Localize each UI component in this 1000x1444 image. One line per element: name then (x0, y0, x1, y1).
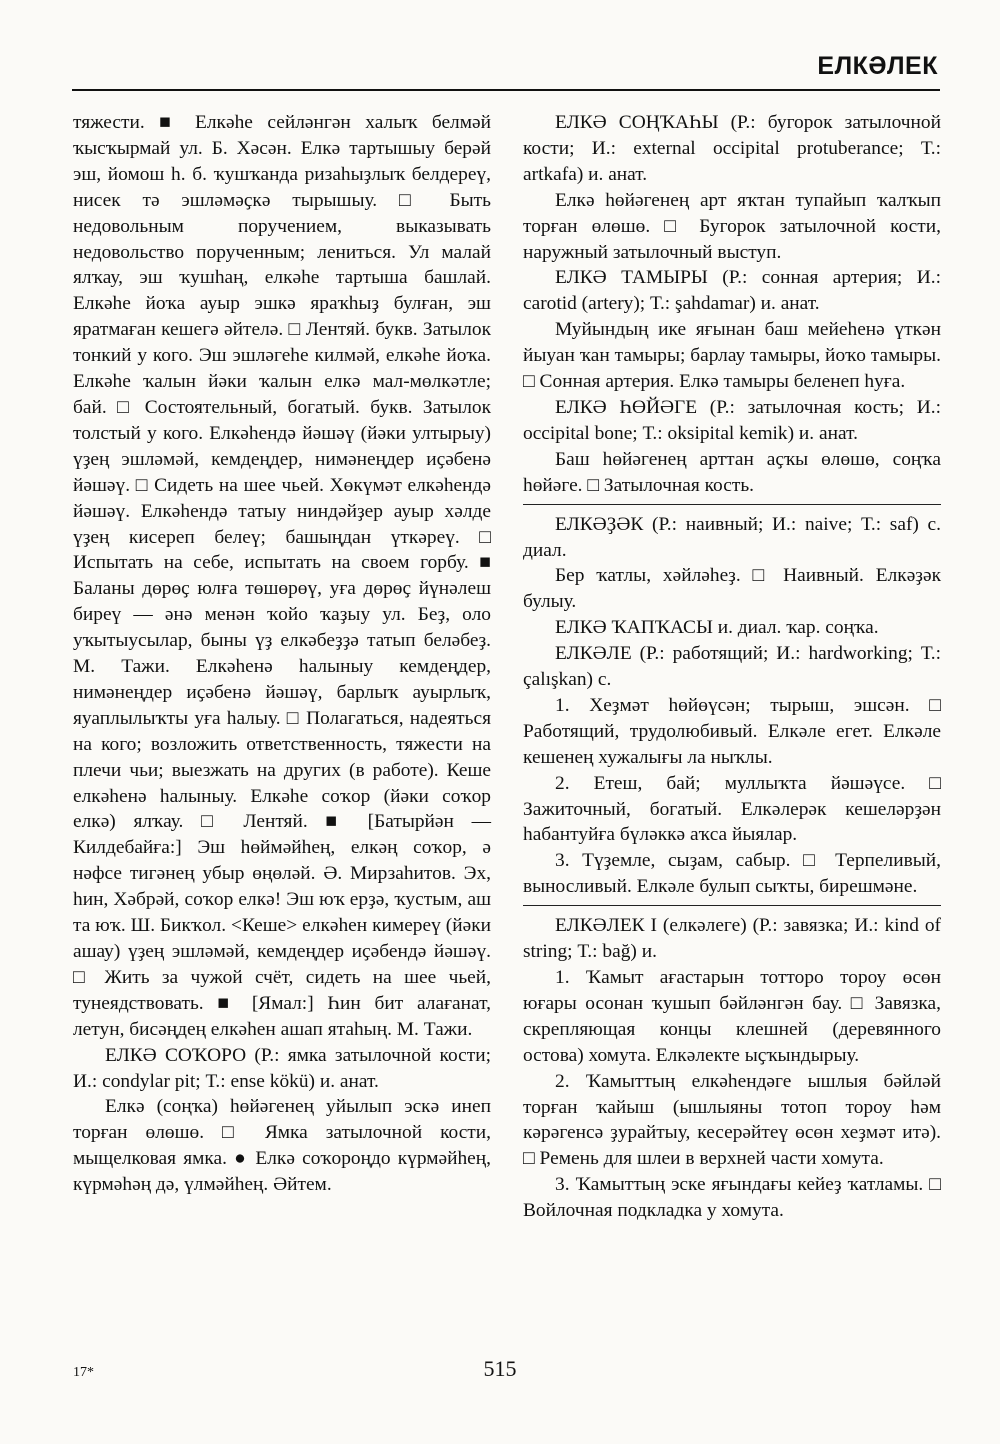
section-rule (523, 504, 941, 505)
entry-paragraph: 2. Ҡамыттың елкәһендәге ышлыя бәйләй торған ҡайыш (ышлыяны тотоп тороу һәм кәрәгенсә ҙурайтыу, кесерәйтеү өсөн хеҙмәт итә). □ Ремень для шлеи в верхней части хомута. (523, 1070, 941, 1170)
entry-paragraph: ЕЛКӘ ҠАПҠАСЫ и. диал. ҡар. соңҡа. (555, 617, 879, 639)
entry-paragraph: ЕЛКӘЛЕ (Р.: работящий; И.: hardworking; Т.: çalışkan) с. (523, 643, 941, 691)
running-header: ЕЛКӘЛЕК (817, 52, 938, 80)
signature-mark: 17* (73, 1365, 94, 1380)
entry-paragraph: Елкә (соңҡа) һөйәгенең уйылып эскә инеп торған өлөшө. □ Ямка затылочной кости, мыщелковая ямка. ● Елкә соҡороңдо күрмәйһең, күрмәһәң дә, үлмәйһең. Әйтем. (73, 1096, 491, 1196)
entry-paragraph: Муйындың ике яғынан баш мейеһенә үткән йыуан ҡан тамыры; барлау тамыры, йоҡо тамыры. □ Сонная артерия. Елкә тамыры беленеп һуға. (523, 319, 941, 393)
entry-paragraph: Елкә һөйәгенең арт яҡтан тупайып ҡалҡып торған өлөшө. □ Бугорок затылочной кости, наружный затылочный выступ. (523, 189, 941, 263)
entry-paragraph: ЕЛКӘ СОҠОРО (Р.: ямка затылочной кости; И.: condylar pit; Т.: ense kökü) и. анат. (73, 1044, 491, 1092)
page-number: 515 (483, 1356, 517, 1381)
section-rule (523, 905, 941, 906)
entry-paragraph: 1. Ҡамыт ағастарын тотторо тороу өсөн юғары осонан ҡушып бәйләнгән бау. □ Завязка, скрепляющая концы клешней (деревянного остова) хомута. Елкәлекте ыҫҡындырыу. (523, 967, 941, 1066)
entry-paragraph: 1. Хеҙмәт һөйөүсән; тырыш, эшсән. □ Работящий, трудолюбивый. Елкәле егет. Елкәле кешенең хужалығы ла ныҡлы. (523, 694, 941, 768)
entry-paragraph: ЕЛКӘ ҺӨЙӘГЕ (Р.: затылочная кость; И.: occipital bone; Т.: oksipital kemik) и. анат. (523, 396, 941, 444)
entry-paragraph: Баш һөйәгенең арттан аҫҡы өлөшө, соңҡа һөйәге. □ Затылочная кость. (523, 448, 941, 496)
entry-paragraph: 3. Түҙемле, сыҙам, сабыр. □ Терпеливый, выносливый. Елкәле булып сыҡты, бирешмәне. (523, 850, 941, 898)
entry-paragraph: Бер ҡатлы, хәйләһеҙ. □ Наивный. Елкәҙәк булыу. (523, 565, 941, 613)
header-rule (72, 89, 940, 91)
entry-paragraph: ЕЛКӘҘӘК (Р.: наивный; И.: naive; Т.: saf) с. диал. (523, 513, 941, 561)
left-column (73, 110, 491, 1198)
entry-paragraph: 3. Ҡамыттың эске яғындағы кейеҙ ҡатламы. □ Войлочная подкладка у хомута. (523, 1174, 941, 1222)
entry-paragraph: ЕЛКӘ ТАМЫРЫ (Р.: сонная артерия; И.: carotid (artery); Т.: şahdamar) и. анат. (523, 267, 941, 315)
entry-paragraph: тяжести. ■ Елкәһе сейләнгән халыҡ белмәй ҡысҡырмай ул. Б. Хәсән. Елкә тартышыу берәй эш, йомош һ. б. ҡушҡанда ризаһыҙлыҡ белдереү, нисек тә эшләмәҫкә тырышыу. □ Быть недовольным поручением, выказывать недовольство порученным; лениться. Ул малай ялҡау, эш ҡушһаң, елкәһе тартыша башлай. Елкәһе йоҡа ауыр эшкә яраҡһыҙ булған, эш яратмаған кешегә әйтелә. □ Лентяй. букв. Затылок тонкий у кого. Эш эшләгеһе килмәй, елкәһе йоҡа. Елкәһе ҡалын йәки ҡалын елкә мал-мөлкәтле; бай. □ Состоятельный, богатый. букв. Затылок толстый у кого. Елкәһендә йәшәү (йәки ултырыу) үҙең эшләмәй, кемдеңдер, нимәнеңдер иҫәбенә йәшәү. □ Сидеть на шее чьей. Хөкүмәт елкәһендә йәшәү. Елкәһендә татыу ниндәйҙер ауыр хәлде үҙең кисереп белеү; башыңдан үткәреү. □ Испытать на себе, испытать на своем горбу. ■ Баланы дөрөҫ юлға төшөрөү, уға дөрөҫ йүнәлеш биреү — әнә менән ҡойо ҡаҙыу ул. Беҙ, оло уҡытыусылар, быны үҙ елкәбеҙҙә татып беләбеҙ. М. Тажи. Елкәһенә һалыныу кемдеңдер, нимәнеңдер иҫәбенә йәшәү, барлыҡ ауырлыҡ, яуаплылыҡты уға һалыу. □ Полагаться, надеяться на кого; возложить ответственность, тяжести на плечи чьи; выезжать на других (в работе). Кеше елкәһенә һалыныу. Елкәһе соҡор (йәки соҡор елкә) ялҡау. □ Лентяй. ■ [Батырйән — Килдебайға:] Эш һөймәйһең, елкәң соҡор, ә нәфсе тигәнең убыр өңөләй. Ә. Мирзаһитов. Эх, һин, Хәбрәй, соҡор елкә! Эш юҡ ерҙә, ҡустым, аш та юҡ. Ш. Бикҡол. <Кеше> елкәһен кимереү (йәки ашау) үҙең эшләмәй, кемдеңдер иҫәбендә йәшәү. □ Жить за чужой счёт, сидеть на шее чьей, тунеядствовать. ■ [Ямал:] Һин бит алағанат, летун, бисәңдең елкәһен ашап ятаһың. М. Тажи. (73, 112, 491, 1040)
entry-paragraph: ЕЛКӘЛЕК I (елкәлеге) (Р.: завязка; И.: kind of string; Т.: bağ) и. (523, 915, 941, 963)
entry-paragraph: ЕЛКӘ СОҢҠАҺЫ (Р.: бугорок затылочной кости; И.: external occipital protuberance; Т.: artkafa) и. анат. (523, 112, 941, 185)
entry-paragraph: 2. Етеш, бай; муллыҡта йәшәүсе. □ Зажиточный, богатый. Елкәлерәк кешеләрҙән һабантуйға бүләккә аҡса йыялар. (523, 772, 941, 846)
right-column (523, 110, 941, 1224)
